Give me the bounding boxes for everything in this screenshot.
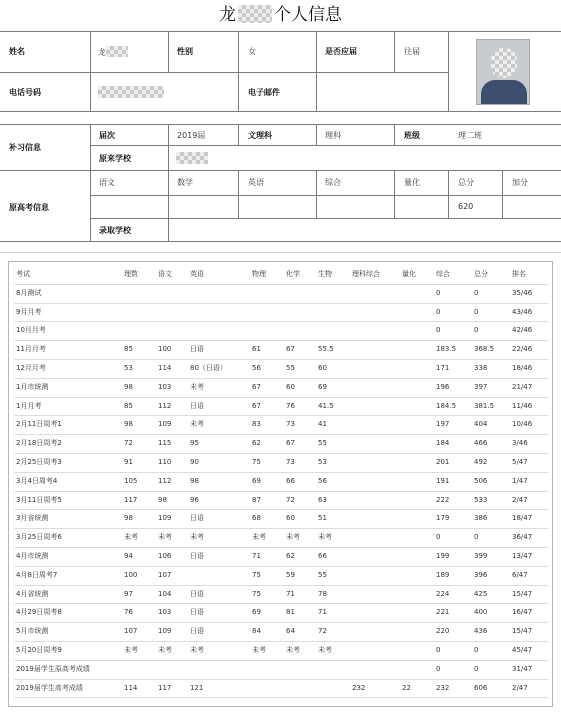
cell-english: 未考 xyxy=(190,420,204,429)
cell-english: 日语 xyxy=(190,514,204,523)
cell-rank: 10/46 xyxy=(512,420,533,429)
cell-total: 0 xyxy=(474,533,479,542)
cell-chemistry: 72 xyxy=(286,495,295,504)
table-row xyxy=(14,398,548,417)
track-value: 理科 xyxy=(325,131,341,140)
cell-comprehensive: 184.5 xyxy=(436,401,457,410)
header-science-comp: 理科综合 xyxy=(352,270,380,278)
cell-english: 未考 xyxy=(190,646,204,654)
cell-english: 日语 xyxy=(190,589,204,598)
cell-physics: 69 xyxy=(252,608,261,617)
cell-total: 492 xyxy=(474,458,488,466)
cell-total: 0 xyxy=(474,664,479,673)
cell-rank: 43/46 xyxy=(512,307,533,316)
table-row xyxy=(14,661,548,680)
cell-total: 404 xyxy=(474,420,488,429)
cell-math: 85 xyxy=(124,345,133,354)
cell-comprehensive: 0 xyxy=(436,533,441,542)
cell-quantified: 22 xyxy=(402,683,411,692)
cell-biology: 69 xyxy=(318,382,327,391)
table-row xyxy=(14,379,548,398)
cell-math: 91 xyxy=(124,458,133,466)
cell-comprehensive: 183.5 xyxy=(436,345,457,354)
cell-chinese: 112 xyxy=(158,476,172,485)
cell-comprehensive: 232 xyxy=(436,683,450,692)
cell-comprehensive: 199 xyxy=(436,552,450,560)
original-exam-label: 原高考信息 xyxy=(9,203,49,212)
cell-chemistry: 55 xyxy=(286,364,295,372)
header-chemistry: 化学 xyxy=(286,270,300,278)
cell-english: 80（日语） xyxy=(190,364,227,372)
cell-physics: 61 xyxy=(252,345,261,354)
cell-comprehensive: 220 xyxy=(436,627,450,636)
cell-chinese: 106 xyxy=(158,552,172,560)
cell-physics: 83 xyxy=(252,420,261,429)
cell-biology: 60 xyxy=(318,364,327,372)
cell-physics: 71 xyxy=(252,552,261,560)
cell-exam: 2月25日周考3 xyxy=(16,458,62,466)
title-prefix: 龙 xyxy=(219,5,236,25)
cell-english: 日语 xyxy=(190,608,204,617)
cell-physics: 75 xyxy=(252,589,261,598)
cell-exam: 5月20日周考9 xyxy=(16,646,62,654)
name-label: 姓名 xyxy=(9,47,25,56)
orig-subject-total: 总分 xyxy=(458,178,474,187)
cell-chemistry: 60 xyxy=(286,514,295,523)
cell-comprehensive: 0 xyxy=(436,326,441,335)
cell-rank: 1/47 xyxy=(512,476,528,485)
table-row xyxy=(14,360,548,379)
cell-comprehensive: 196 xyxy=(436,382,450,391)
cell-english: 96 xyxy=(190,495,199,504)
cell-math: 98 xyxy=(124,514,133,523)
cell-chemistry: 64 xyxy=(286,627,295,636)
orig-subject-comprehensive: 综合 xyxy=(325,178,341,187)
cell-comprehensive: 179 xyxy=(436,514,450,523)
cell-math: 114 xyxy=(124,683,138,692)
table-row xyxy=(14,435,548,454)
cell-exam: 4月市统测 xyxy=(16,552,49,560)
cell-chinese: 107 xyxy=(158,570,172,579)
cell-total: 425 xyxy=(474,589,488,598)
cell-exam: 4月省统测 xyxy=(16,589,49,598)
cell-english: 未考 xyxy=(190,533,204,542)
cell-physics: 67 xyxy=(252,401,261,410)
cell-english: 95 xyxy=(190,439,199,448)
cell-math: 85 xyxy=(124,401,133,410)
cell-exam: 2019届学生原高考成绩 xyxy=(16,664,90,673)
cell-biology: 未考 xyxy=(318,533,332,542)
cell-biology: 63 xyxy=(318,495,327,504)
cell-rank: 42/46 xyxy=(512,326,533,335)
table-row xyxy=(14,529,548,548)
cell-exam: 1月市统测 xyxy=(16,382,49,391)
header-exam: 考试 xyxy=(16,270,30,278)
cell-english: 日语 xyxy=(190,627,204,636)
cell-math: 117 xyxy=(124,495,138,504)
cell-exam: 4月8日周考7 xyxy=(16,570,58,579)
header-physics: 物理 xyxy=(252,270,266,278)
cell-biology: 41 xyxy=(318,420,327,429)
cell-chemistry: 67 xyxy=(286,345,295,354)
cell-math: 105 xyxy=(124,476,138,485)
cell-exam: 2月11日周考1 xyxy=(16,420,62,429)
cell-chinese: 100 xyxy=(158,345,172,354)
class-label: 班级 xyxy=(404,131,420,140)
header-comprehensive: 综合 xyxy=(436,270,450,278)
cell-total: 506 xyxy=(474,476,488,485)
table-row xyxy=(14,567,548,586)
cell-exam: 3月25日周考6 xyxy=(16,533,62,542)
supplement-label: 补习信息 xyxy=(9,143,41,152)
header-chinese: 语文 xyxy=(158,270,172,278)
cell-chinese: 112 xyxy=(158,401,172,410)
admitted-school-label: 录取学校 xyxy=(99,226,131,235)
cell-chinese: 103 xyxy=(158,608,172,617)
cell-math: 98 xyxy=(124,420,133,429)
cell-chemistry: 67 xyxy=(286,439,295,448)
student-photo xyxy=(476,39,530,105)
cell-english: 121 xyxy=(190,683,204,692)
cell-exam: 3月11日周考5 xyxy=(16,495,62,504)
cell-chinese: 104 xyxy=(158,589,172,598)
cell-rank: 18/47 xyxy=(512,514,533,523)
cell-math: 53 xyxy=(124,364,133,372)
table-row xyxy=(14,454,548,473)
orig-subject-bonus: 加分 xyxy=(512,178,528,187)
cell-math: 72 xyxy=(124,439,133,448)
cell-rank: 2/47 xyxy=(512,683,528,692)
cell-english: 日语 xyxy=(190,401,204,410)
cell-exam: 3月省统测 xyxy=(16,514,49,523)
name-value: 龙 xyxy=(98,46,128,58)
cell-comprehensive: 224 xyxy=(436,589,450,598)
grades-header-row xyxy=(14,266,548,285)
table-row xyxy=(14,304,548,323)
cell-physics: 84 xyxy=(252,627,261,636)
cell-biology: 78 xyxy=(318,589,327,598)
cell-comprehensive: 0 xyxy=(436,646,441,654)
orig-subject-quantified: 量化 xyxy=(404,178,420,187)
cell-comprehensive: 221 xyxy=(436,608,450,617)
cell-chinese: 117 xyxy=(158,683,172,692)
cell-chinese: 115 xyxy=(158,439,172,448)
cell-chemistry: 62 xyxy=(286,552,295,560)
table-row xyxy=(14,285,548,304)
cell-math: 98 xyxy=(124,382,133,391)
cell-total: 606 xyxy=(474,683,488,692)
cell-exam: 2月18日周考2 xyxy=(16,439,62,448)
cell-rank: 45/47 xyxy=(512,646,533,654)
cell-rank: 15/47 xyxy=(512,627,533,636)
cell-chinese: 109 xyxy=(158,514,172,523)
cell-english: 日语 xyxy=(190,552,204,560)
cell-comprehensive: 0 xyxy=(436,288,441,297)
cell-english: 日语 xyxy=(190,345,204,354)
cell-chemistry: 未考 xyxy=(286,646,300,654)
cell-chemistry: 73 xyxy=(286,458,295,466)
cell-comprehensive: 191 xyxy=(436,476,450,485)
header-biology: 生物 xyxy=(318,270,332,278)
cell-chemistry: 60 xyxy=(286,382,295,391)
cell-biology: 66 xyxy=(318,552,327,560)
cell-total: 381.5 xyxy=(474,401,495,410)
cell-total: 0 xyxy=(474,326,479,335)
cell-physics: 87 xyxy=(252,495,261,504)
cell-comprehensive: 0 xyxy=(436,664,441,673)
cell-total: 386 xyxy=(474,514,488,523)
cell-rank: 11/46 xyxy=(512,401,533,410)
cell-physics: 未考 xyxy=(252,533,266,542)
orig-total-score: 620 xyxy=(458,202,474,211)
cell-comprehensive: 201 xyxy=(436,458,450,466)
graduate-status-label: 是否应届 xyxy=(325,47,357,56)
cell-chinese: 98 xyxy=(158,495,167,504)
cell-comprehensive: 0 xyxy=(436,307,441,316)
cell-english: 未考 xyxy=(190,382,204,391)
orig-subject-chinese: 语文 xyxy=(99,178,115,187)
orig-subject-math: 数学 xyxy=(177,178,193,187)
cell-math: 107 xyxy=(124,627,138,636)
cell-chemistry: 76 xyxy=(286,401,295,410)
cell-rank: 22/46 xyxy=(512,345,533,354)
header-rank: 排名 xyxy=(512,270,526,278)
redacted-phone-mosaic xyxy=(98,86,164,98)
table-row xyxy=(14,642,548,661)
cell-chemistry: 81 xyxy=(286,608,295,617)
cell-physics: 68 xyxy=(252,514,261,523)
cell-total: 533 xyxy=(474,495,488,504)
table-row xyxy=(14,416,548,435)
table-row xyxy=(14,604,548,623)
cell-english: 98 xyxy=(190,476,199,485)
cell-biology: 55 xyxy=(318,439,327,448)
cell-biology: 71 xyxy=(318,608,327,617)
cell-biology: 55 xyxy=(318,570,327,579)
cell-chemistry: 59 xyxy=(286,570,295,579)
cell-biology: 72 xyxy=(318,627,327,636)
cell-biology: 51 xyxy=(318,514,327,523)
cell-exam: 11月月考 xyxy=(16,345,46,354)
cell-rank: 13/47 xyxy=(512,552,533,560)
cell-math: 76 xyxy=(124,608,133,617)
previous-school-label: 原来学校 xyxy=(99,154,131,163)
cell-chemistry: 73 xyxy=(286,420,295,429)
gender-value: 女 xyxy=(248,47,256,56)
cell-chinese: 109 xyxy=(158,420,172,429)
cell-comprehensive: 189 xyxy=(436,570,450,579)
cell-total: 400 xyxy=(474,608,488,617)
cell-total: 466 xyxy=(474,439,488,448)
cell-comprehensive: 197 xyxy=(436,420,450,429)
orig-subject-english: 英语 xyxy=(248,178,264,187)
cell-rank: 6/47 xyxy=(512,570,528,579)
cell-chinese: 103 xyxy=(158,382,172,391)
cell-math: 94 xyxy=(124,552,133,560)
session-value: 2019届 xyxy=(177,131,206,140)
table-row xyxy=(14,680,548,699)
cell-math: 未考 xyxy=(124,646,138,654)
cell-chemistry: 71 xyxy=(286,589,295,598)
cell-rank: 31/47 xyxy=(512,664,533,673)
table-row xyxy=(14,548,548,567)
cell-math: 97 xyxy=(124,589,133,598)
cell-exam: 1月月考 xyxy=(16,401,42,410)
cell-math: 未考 xyxy=(124,533,138,542)
cell-rank: 15/47 xyxy=(512,589,533,598)
cell-comprehensive: 171 xyxy=(436,364,450,372)
cell-chemistry: 未考 xyxy=(286,533,300,542)
cell-total: 399 xyxy=(474,552,488,560)
table-row xyxy=(14,473,548,492)
cell-physics: 67 xyxy=(252,382,261,391)
cell-biology: 未考 xyxy=(318,646,332,654)
header-total: 总分 xyxy=(474,270,488,278)
cell-comprehensive: 184 xyxy=(436,439,450,448)
cell-physics: 62 xyxy=(252,439,261,448)
cell-exam: 5月市统测 xyxy=(16,627,49,636)
cell-physics: 69 xyxy=(252,476,261,485)
cell-english: 90 xyxy=(190,458,199,466)
header-quantified: 量化 xyxy=(402,270,416,278)
cell-exam: 2019届学生高考成绩 xyxy=(16,683,83,692)
redacted-school-mosaic xyxy=(176,152,208,164)
table-row xyxy=(14,510,548,529)
cell-total: 368.5 xyxy=(474,345,495,354)
cell-exam: 8月测试 xyxy=(16,288,42,297)
graduate-status-value: 往届 xyxy=(404,47,420,56)
email-label: 电子邮件 xyxy=(248,88,280,97)
cell-rank: 3/46 xyxy=(512,439,528,448)
cell-chemistry: 66 xyxy=(286,476,295,485)
cell-exam: 4月29日周考8 xyxy=(16,608,62,617)
header-english: 英语 xyxy=(190,270,204,278)
table-row xyxy=(14,623,548,642)
cell-rank: 18/46 xyxy=(512,364,533,372)
cell-rank: 5/47 xyxy=(512,458,528,466)
cell-biology: 56 xyxy=(318,476,327,485)
cell-chinese: 未考 xyxy=(158,646,172,654)
cell-physics: 75 xyxy=(252,458,261,466)
cell-chinese: 114 xyxy=(158,364,172,372)
table-row xyxy=(14,322,548,341)
cell-total: 0 xyxy=(474,307,479,316)
title-suffix: 个人信息 xyxy=(274,5,342,25)
cell-rank: 35/46 xyxy=(512,288,533,297)
cell-chinese: 未考 xyxy=(158,533,172,542)
cell-comprehensive: 222 xyxy=(436,495,450,504)
cell-exam: 9月月考 xyxy=(16,307,42,316)
redacted-name-mosaic xyxy=(238,5,272,23)
header-math: 理数 xyxy=(124,270,138,278)
table-row xyxy=(14,492,548,511)
cell-math: 100 xyxy=(124,570,138,579)
cell-rank: 16/47 xyxy=(512,608,533,617)
page-title xyxy=(0,0,561,30)
cell-total: 396 xyxy=(474,570,488,579)
cell-physics: 75 xyxy=(252,570,261,579)
cell-exam: 3月4日周考4 xyxy=(16,476,58,485)
cell-chinese: 110 xyxy=(158,458,172,466)
class-value: 理二班 xyxy=(458,131,482,140)
phone-label: 电话号码 xyxy=(9,88,41,97)
cell-physics: 未考 xyxy=(252,646,266,654)
cell-rank: 21/47 xyxy=(512,382,533,391)
cell-total: 0 xyxy=(474,288,479,297)
table-row xyxy=(14,586,548,605)
cell-science-comp: 232 xyxy=(352,683,366,692)
cell-total: 338 xyxy=(474,364,488,372)
cell-exam: 12月月考 xyxy=(16,364,46,372)
cell-total: 0 xyxy=(474,646,479,654)
cell-biology: 53 xyxy=(318,458,327,466)
cell-total: 436 xyxy=(474,627,488,636)
table-row xyxy=(14,341,548,360)
cell-exam: 10月月考 xyxy=(16,326,46,335)
cell-biology: 41.5 xyxy=(318,401,334,410)
cell-chinese: 109 xyxy=(158,627,172,636)
cell-rank: 36/47 xyxy=(512,533,533,542)
cell-total: 397 xyxy=(474,382,488,391)
session-label: 届次 xyxy=(99,131,115,140)
cell-biology: 55.5 xyxy=(318,345,334,354)
gender-label: 性别 xyxy=(177,47,193,56)
track-label: 文理科 xyxy=(248,131,272,140)
cell-rank: 2/47 xyxy=(512,495,528,504)
cell-physics: 56 xyxy=(252,364,261,372)
